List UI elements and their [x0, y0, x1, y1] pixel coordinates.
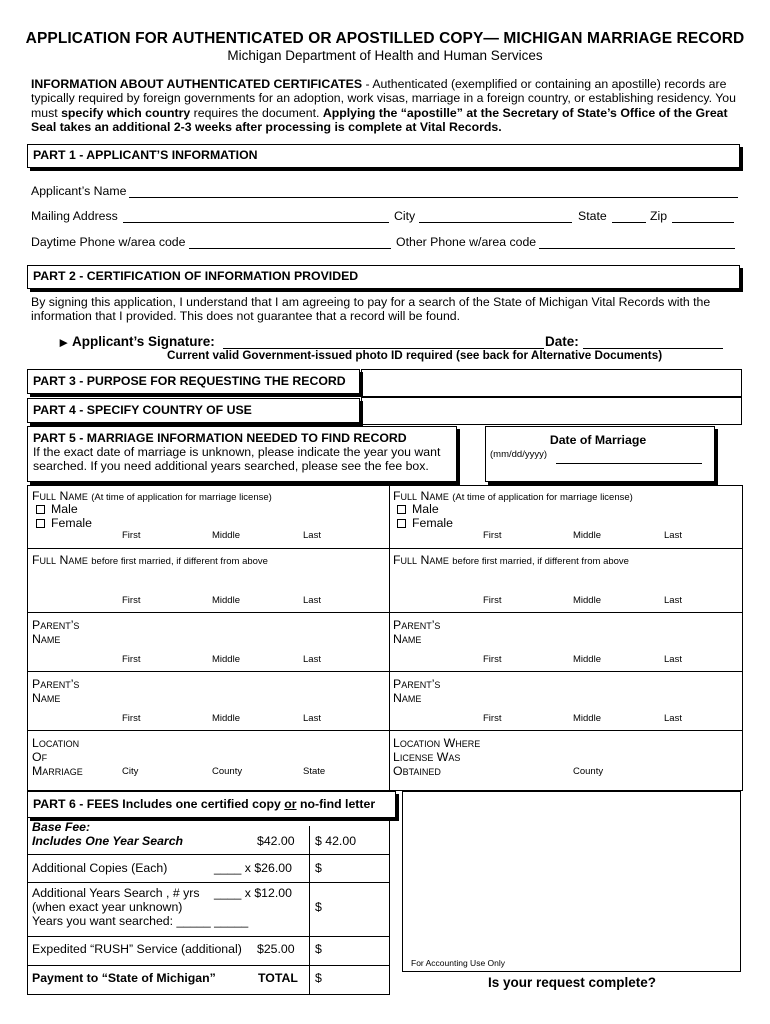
full-name-before-left-label: Full Name	[32, 553, 88, 567]
expedited-amount: $25.00	[257, 942, 295, 956]
info-text-2: requires the document.	[190, 105, 323, 120]
first-label: First	[122, 713, 141, 724]
last-label: Last	[664, 530, 682, 541]
info-heading: INFORMATION ABOUT AUTHENTICATED CERTIFICATES	[31, 77, 363, 91]
first-label: First	[122, 595, 141, 606]
additional-copies-total[interactable]: $	[315, 861, 322, 875]
middle-label: Middle	[573, 654, 601, 665]
id-note: Current valid Government-issued photo ID required (see back for Alternative Documents)	[167, 349, 663, 362]
location-county-label: County	[212, 766, 243, 777]
parents-name-right-2	[393, 677, 440, 705]
license-location-label: Location Where	[393, 736, 481, 750]
date-of-marriage-box	[485, 426, 715, 482]
first-label: First	[122, 530, 141, 541]
base-fee-desc: Includes One Year Search	[32, 834, 184, 848]
last-label: Last	[303, 713, 321, 724]
base-fee-total: $ 42.00	[315, 834, 357, 848]
state-label: State	[578, 209, 607, 223]
mailing-address-input[interactable]	[123, 222, 389, 223]
grid-divider	[389, 485, 390, 791]
zip-input[interactable]	[672, 222, 734, 223]
info-bold-2: Applying the “apostille” at the Secretary of State’s Office of the Great Seal takes an additional 2-3 weeks after processing is complete at Vital Records.	[31, 105, 728, 134]
additional-years-rate[interactable]: ____ x $12.00	[214, 886, 292, 900]
middle-label: Middle	[573, 713, 601, 724]
grid-row-line-1	[27, 548, 743, 549]
additional-copies-rate[interactable]: ____ x $26.00	[214, 861, 292, 875]
city-label: City	[394, 209, 416, 223]
license-county-label: County	[573, 766, 604, 777]
form-subtitle: Michigan Department of Health and Human Services	[227, 48, 543, 63]
part4-header: PART 4 - SPECIFY COUNTRY OF USE	[27, 398, 360, 423]
first-label: First	[483, 654, 502, 665]
fee-row-line-1	[27, 854, 390, 855]
grid-row-line-2	[27, 612, 743, 613]
part6-header-b: no-find letter	[296, 797, 376, 811]
fees-divider	[309, 826, 310, 995]
middle-label: Middle	[573, 530, 601, 541]
date-format-label: (mm/dd/yyyy)	[490, 449, 547, 460]
city-input[interactable]	[419, 222, 572, 223]
grid-row-line-3	[27, 671, 743, 672]
location-city-label: City	[122, 766, 139, 777]
first-label: First	[483, 595, 502, 606]
license-was-label: License Was	[393, 750, 461, 764]
part6-header	[27, 791, 396, 818]
full-name-right-label: Full Name	[393, 489, 449, 503]
full-name-left-label: Full Name	[32, 489, 88, 503]
additional-years-note: (when exact year unknown)	[32, 900, 183, 914]
parents-label: Parent’s	[32, 618, 80, 632]
fee-row-line-2	[27, 882, 390, 883]
full-name-left	[32, 489, 272, 503]
additional-copies-label: Additional Copies (Each)	[32, 861, 168, 875]
part2-text: By signing this application, I understand that I am agreeing to pay for a search of the State of Michigan Vital Records with the information that I provided. This does not guarantee that a record will be found.	[31, 295, 711, 324]
payment-label: Payment to “State of Michigan”	[32, 971, 216, 985]
form-title: APPLICATION FOR AUTHENTICATED OR APOSTILLED COPY— MICHIGAN MARRIAGE RECORD	[25, 30, 745, 47]
middle-label: Middle	[212, 654, 240, 665]
part1-header: PART 1 - APPLICANT’S INFORMATION	[27, 144, 740, 168]
state-input[interactable]	[612, 222, 646, 223]
info-bold-1: specify which country	[61, 105, 191, 120]
part2-header: PART 2 - CERTIFICATION OF INFORMATION PROVIDED	[27, 265, 740, 289]
other-phone-input[interactable]	[539, 248, 735, 249]
daytime-phone-label: Daytime Phone w/area code	[31, 235, 186, 249]
part3-header: PART 3 - PURPOSE FOR REQUESTING THE RECORD	[27, 369, 360, 394]
of-label: Of	[32, 750, 48, 764]
part5-header-box	[27, 426, 457, 482]
first-label: First	[122, 654, 141, 665]
male-left[interactable]	[36, 502, 78, 516]
fee-row-line-4	[27, 965, 390, 966]
expedited-total[interactable]: $	[315, 942, 322, 956]
date-label: Date:	[545, 334, 579, 349]
last-label: Last	[303, 654, 321, 665]
signature-label: Applicant’s Signature:	[72, 334, 215, 349]
expedited-label: Expedited “RUSH” Service (additional)	[32, 942, 242, 956]
years-searched-label[interactable]: Years you want searched: _____ _____	[32, 914, 249, 928]
part5-text: If the exact date of marriage is unknown, please indicate the year you want searched. If you need additional years searched, please see the fee box.	[33, 445, 441, 473]
applicant-name-input[interactable]	[129, 197, 738, 198]
additional-years-label: Additional Years Search , # yrs	[32, 886, 200, 900]
female-left-checkbox[interactable]	[36, 519, 45, 528]
additional-years-total[interactable]: $	[315, 900, 322, 914]
parents-name-left-2	[32, 677, 79, 705]
female-right-checkbox[interactable]	[397, 519, 406, 528]
full-name-before-left	[32, 553, 268, 567]
total-label: TOTAL	[258, 971, 298, 985]
middle-label: Middle	[573, 595, 601, 606]
parents-label: Parent’s	[393, 677, 441, 691]
male-right[interactable]	[397, 502, 439, 516]
middle-label: Middle	[212, 595, 240, 606]
parents-label: Parent’s	[393, 618, 441, 632]
last-label: Last	[664, 654, 682, 665]
license-obtained	[393, 736, 480, 778]
zip-label: Zip	[650, 209, 668, 223]
male-right-label: Male	[412, 502, 439, 516]
accounting-label: For Accounting Use Only	[411, 958, 506, 968]
base-fee-amount: $42.00	[257, 834, 295, 848]
fee-row-line-3	[27, 936, 390, 937]
request-complete-label: Is your request complete?	[488, 975, 657, 990]
grid-row-line-4	[27, 730, 743, 731]
male-right-checkbox[interactable]	[397, 505, 406, 514]
last-label: Last	[664, 713, 682, 724]
full-name-left-note: (At time of application for marriage license)	[91, 492, 272, 503]
part6-header-a: PART 6 - FEES Includes one certified copy	[33, 797, 285, 811]
country-input[interactable]	[361, 397, 742, 425]
info-text-1: - Authenticated (exemplified or containing an apostille) records are typically required by foreign governments for an adoption, work visas, marriage in a foreign country, or establishing residency. You must	[31, 77, 736, 120]
location-of-marriage	[32, 736, 83, 778]
full-name-before-left-note: before first married, if different from above	[91, 556, 268, 567]
marriage-label: Marriage	[32, 764, 83, 778]
full-name-right	[393, 489, 633, 503]
name-label: Name	[32, 632, 61, 646]
accounting-box	[402, 791, 741, 972]
info-paragraph	[31, 77, 743, 134]
parents-name-right-1	[393, 618, 440, 646]
applicant-name-label: Applicant’s Name	[31, 184, 127, 198]
date-of-marriage-input[interactable]	[556, 463, 702, 464]
location-label: Location	[32, 736, 80, 750]
full-name-right-note: (At time of application for marriage license)	[452, 492, 633, 503]
male-left-label: Male	[51, 502, 78, 516]
full-name-before-right	[393, 553, 629, 567]
base-fee-label: Base Fee:	[32, 820, 91, 834]
part5-header: PART 5 - MARRIAGE INFORMATION NEEDED TO FIND RECORD	[33, 431, 407, 445]
location-state-label: State	[303, 766, 326, 777]
other-phone-label: Other Phone w/area code	[396, 235, 537, 249]
name-label: Name	[32, 691, 61, 705]
first-label: First	[483, 713, 502, 724]
name-label: Name	[393, 632, 422, 646]
middle-label: Middle	[212, 530, 240, 541]
last-label: Last	[664, 595, 682, 606]
full-name-before-right-note: before first married, if different from above	[452, 556, 629, 567]
date-of-marriage-label: Date of Marriage	[549, 433, 647, 447]
parents-label: Parent’s	[32, 677, 80, 691]
last-label: Last	[303, 595, 321, 606]
parents-name-left-1	[32, 618, 79, 646]
name-label: Name	[393, 691, 422, 705]
female-left[interactable]	[36, 516, 92, 530]
signature-arrow-icon: ►	[57, 335, 71, 350]
female-left-label: Female	[51, 516, 93, 530]
male-left-checkbox[interactable]	[36, 505, 45, 514]
female-right-label: Female	[412, 516, 454, 530]
first-label: First	[483, 530, 502, 541]
mailing-address-label: Mailing Address	[31, 209, 118, 223]
middle-label: Middle	[212, 713, 240, 724]
purpose-input[interactable]	[361, 369, 742, 397]
license-obtained-label: Obtained	[393, 764, 441, 778]
full-name-before-right-label: Full Name	[393, 553, 449, 567]
last-label: Last	[303, 530, 321, 541]
part6-header-or: or	[284, 797, 297, 811]
daytime-phone-input[interactable]	[189, 248, 391, 249]
total-amount[interactable]: $	[315, 971, 322, 985]
female-right[interactable]	[397, 516, 453, 530]
